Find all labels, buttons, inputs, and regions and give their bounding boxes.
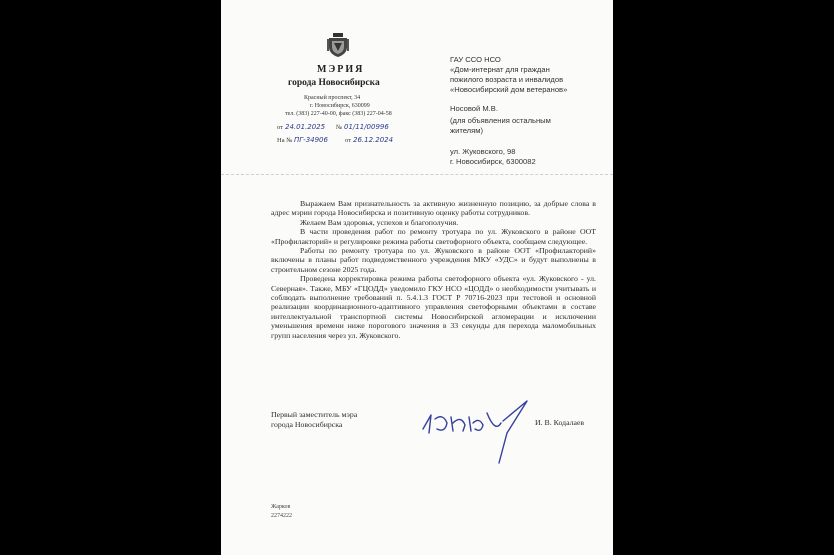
letter-page <box>221 0 613 555</box>
org-title: МЭРИЯ <box>317 64 365 75</box>
org-subtitle: города Новосибирска <box>288 78 380 88</box>
handwritten-signature <box>417 393 547 465</box>
signatory-position-line1: Первый заместитель мэра <box>271 410 358 419</box>
org-phone: тел. (383) 227-40-00, факс (383) 227-04-58 <box>285 111 392 117</box>
org-address-city: г. Новосибирск, 630099 <box>310 103 370 109</box>
org-address-street: Красный проспект, 34 <box>304 95 361 101</box>
reply-ref-date-label: от <box>345 137 352 144</box>
reply-ref-number: ПГ-34906 <box>294 136 328 144</box>
fold-divider <box>221 174 613 175</box>
signatory-name: И. В. Кодалаев <box>535 418 585 427</box>
body-paragraph-5: Проведена корректировка режима работы светофорного объекта «ул. Жуковского - ул. Северная». Также, МБУ «ГЦОДД» уведомило ГКУ НСО «ЦОДД» о необходимости учитывать и соблюдать выполнение требований п. 5.4.1.3 ГОСТ Р 70716-2023 при тестовой и основной реализации координационного-адаптивного управления светофорными объектами в составе интеллектуальной транспортной системы Новосибирской агломерации и исключении уменьшения времени ниже порогового значения в 33 секунды для перехода маломобильных групп населения через ул. Жуковского. <box>271 274 596 340</box>
coat-of-arms-icon <box>327 33 349 57</box>
recipient-note: (для объявления остальным жителям) <box>450 116 551 135</box>
recipient-street: ул. Жуковского, 98 <box>450 147 516 156</box>
signatory-position <box>271 410 357 430</box>
recipient-org-line2: «Дом-интернат для граждан <box>450 65 550 74</box>
outgoing-ref-number: 01/11/00996 <box>344 123 389 131</box>
signatory-position-line2: города Новосибирска <box>271 420 343 429</box>
outgoing-ref-no-label: № <box>336 124 343 131</box>
body-paragraph-4: Работы по ремонту тротуара по ул. Жуковского в районе ООТ «Профилакторий» включены в планы работ подведомственного учреждения МКУ «УДС» и будут выполнены в строительном сезоне 2025 года. <box>271 246 596 274</box>
outgoing-ref-date: 24.01.2025 <box>285 123 326 131</box>
executor-name: Жарков <box>271 504 291 510</box>
recipient-org-line3: пожилого возраста и инвалидов <box>450 75 564 84</box>
letter-body <box>271 199 596 340</box>
body-paragraph-3: В части проведения работ по ремонту тротуара по ул. Жуковского в районе ООТ «Профилакторий» и регулировке режима работы светофорного объекта, сообщаем следующее. <box>271 227 596 246</box>
body-paragraph-2: Желаем Вам здоровья, успехов и благополучия. <box>300 217 459 227</box>
executor-info <box>271 503 292 521</box>
recipient-city: г. Новосибирск, 6300082 <box>450 157 536 166</box>
recipient-org-line1: ГАУ ССО НСО <box>450 55 501 64</box>
body-paragraph-1: Выражаем Вам признательность за активную жизненную позицию, за добрые слова в адрес мэрии города Новосибирска и позитивную оценку работы сотрудников. <box>271 199 596 218</box>
outgoing-ref-from-label: от <box>277 124 284 131</box>
reply-ref-label: На № <box>277 137 293 144</box>
recipient-name: Носовой М.В. <box>450 104 498 113</box>
executor-phone: 2274222 <box>271 513 292 519</box>
recipient-org-line4: «Новосибирский дом ветеранов» <box>450 85 568 94</box>
reply-ref-date: 26.12.2024 <box>353 136 394 144</box>
